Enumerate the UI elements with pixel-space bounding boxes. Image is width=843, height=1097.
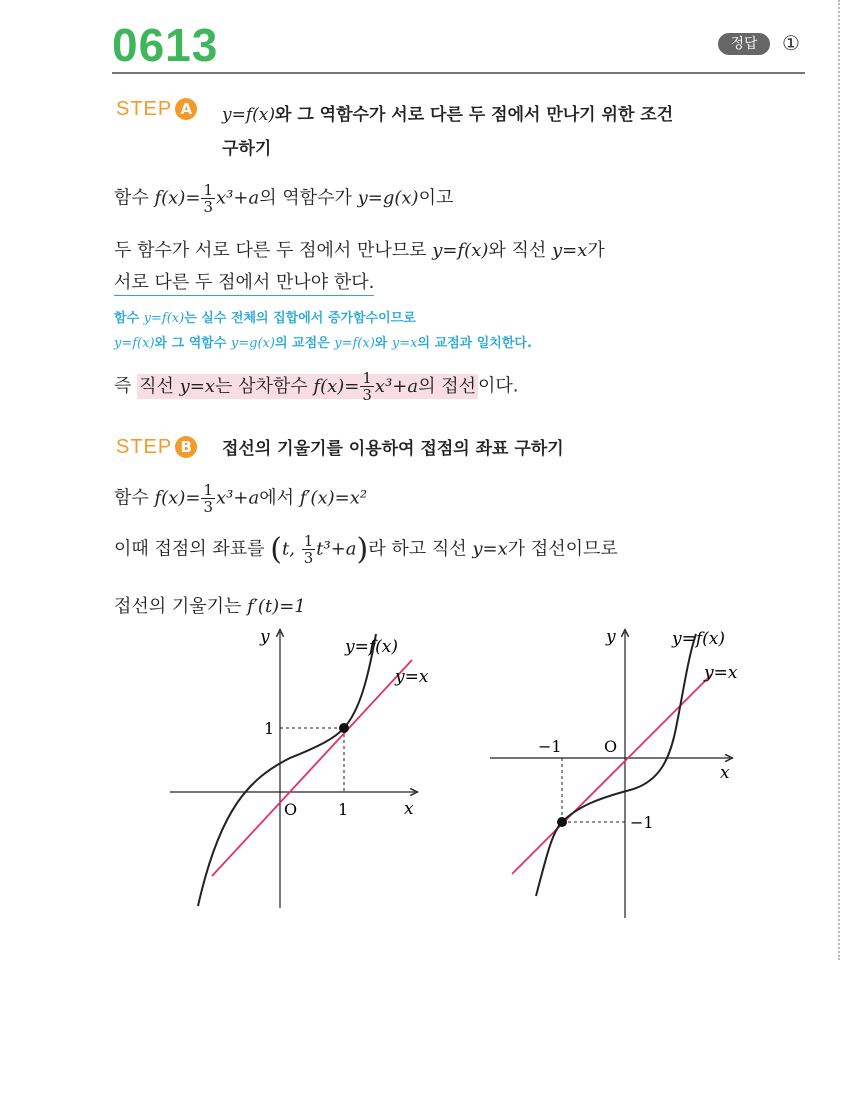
denominator: 3 <box>203 198 213 216</box>
step-a-title-line2: 구하기 <box>222 139 272 159</box>
cubic-curve <box>198 634 376 906</box>
denominator: 3 <box>362 386 372 404</box>
text: 두 함수가 서로 다른 두 점에서 만나므로 <box>114 240 433 261</box>
x-axis-label: x <box>404 799 414 819</box>
step-b-line1 <box>114 482 367 515</box>
math: x³+a <box>216 187 260 209</box>
math: f(x)= <box>154 487 201 509</box>
header-divider <box>112 72 805 74</box>
paren: ( <box>270 532 282 567</box>
origin-label: O <box>284 800 298 819</box>
step-a-title-text: 와 그 역함수가 서로 다른 두 점에서 만나기 위한 조건 <box>275 105 674 125</box>
step-a-line2 <box>114 236 605 262</box>
step-b-line3 <box>114 592 306 618</box>
fraction <box>302 533 316 566</box>
answer-value: ① <box>782 31 800 55</box>
origin-label: O <box>604 737 618 756</box>
text: 직선 <box>139 375 180 397</box>
x-tick-label: −1 <box>538 737 562 756</box>
math: f′(x)=x² <box>299 487 368 509</box>
note-line1 <box>114 307 416 326</box>
math: y=f(x) <box>432 240 489 261</box>
problem-number: 0613 <box>112 19 219 71</box>
math: y=x <box>472 538 508 560</box>
line-y-eq-x <box>512 674 712 874</box>
text: 이때 접점의 좌표를 <box>114 538 271 560</box>
text: 가 접선이므로 <box>507 538 618 560</box>
math: t, <box>282 538 301 560</box>
text: 와 그 역함수 <box>154 336 231 351</box>
x-tick-label: 1 <box>338 800 349 819</box>
text: 와 직선 <box>488 240 552 261</box>
fraction <box>360 370 374 403</box>
tangent-point <box>557 817 567 827</box>
math: y=x <box>391 336 418 351</box>
numerator: 1 <box>203 181 213 199</box>
margin-dotted-line <box>838 0 840 960</box>
y-tick-label: −1 <box>630 813 654 832</box>
underlined-text: 서로 다른 두 점에서 만나야 한다. <box>114 272 374 296</box>
fraction <box>201 182 215 215</box>
step-a-title-eq: y=f(x) <box>222 105 275 125</box>
step-b-line2 <box>114 532 618 567</box>
math: y=g(x) <box>357 187 419 209</box>
step-b-header <box>116 436 197 459</box>
text: 이다. <box>478 375 519 397</box>
step-a-line3 <box>114 268 374 294</box>
graph-left <box>160 618 460 918</box>
text: 가 <box>587 240 605 261</box>
note-line2 <box>114 332 532 351</box>
math: y=f(x) <box>143 311 185 326</box>
text: 의 교점과 일치한다. <box>417 336 532 351</box>
paren: ) <box>356 532 369 567</box>
text: 즉 <box>114 375 138 397</box>
text: 는 삼차함수 <box>215 375 314 397</box>
x-axis-label: x <box>720 763 730 783</box>
step-a-header <box>116 98 197 121</box>
numerator: 1 <box>362 369 372 387</box>
text: 에서 <box>259 487 300 509</box>
step-a-line1 <box>114 182 453 215</box>
text: 함수 <box>114 487 155 509</box>
step-a-letter: A <box>175 98 197 120</box>
math: y=f(x) <box>114 336 155 351</box>
curve-label: y=f(x) <box>672 629 725 649</box>
cubic-curve <box>536 634 696 896</box>
text: 함수 <box>114 311 144 326</box>
denominator: 3 <box>303 549 314 567</box>
text: 의 접선 <box>418 375 476 397</box>
step-a-line4 <box>114 370 519 403</box>
math: x³+a <box>216 487 260 509</box>
line-label: y=x <box>704 663 738 683</box>
math: y=x <box>551 240 588 261</box>
math: y=x <box>179 375 216 397</box>
math: t³+a <box>316 538 357 560</box>
math: f′(t)=1 <box>247 596 306 617</box>
answer-badge: 정답 <box>718 33 770 55</box>
denominator: 3 <box>203 498 213 516</box>
line-label: y=x <box>395 667 429 687</box>
text: 라 하고 직선 <box>368 538 473 560</box>
text: 의 교점은 <box>274 336 335 351</box>
numerator: 1 <box>203 481 213 499</box>
math: x³+a <box>374 375 419 397</box>
math: f(x)= <box>154 187 201 209</box>
step-b-title: 접선의 기울기를 이용하여 접점의 좌표 구하기 <box>222 439 564 459</box>
y-tick-label: 1 <box>264 719 275 738</box>
fraction <box>201 482 215 515</box>
y-axis-label: y <box>260 627 270 647</box>
text: 는 실수 전체의 집합에서 증가함수이므로 <box>184 311 416 326</box>
text: 함수 <box>114 187 155 209</box>
numerator: 1 <box>303 532 314 550</box>
math: f(x)= <box>313 375 360 397</box>
curve-label: y=f(x) <box>345 637 398 657</box>
highlighted-phrase <box>137 369 478 404</box>
step-b-letter: B <box>175 436 197 458</box>
step-a-label: STEP <box>116 98 173 120</box>
text: 와 <box>374 336 392 351</box>
text: 접선의 기울기는 <box>114 596 248 617</box>
step-a-title <box>222 98 673 132</box>
math: y=g(x) <box>230 336 275 351</box>
step-b-label: STEP <box>116 436 173 458</box>
line-y-eq-x <box>212 660 412 876</box>
tangent-point <box>339 723 349 733</box>
math: y=f(x) <box>334 336 375 351</box>
graph-right <box>480 618 780 928</box>
text: 의 역함수가 <box>259 187 358 209</box>
y-axis-label: y <box>606 627 616 647</box>
text: 이고 <box>418 187 454 209</box>
